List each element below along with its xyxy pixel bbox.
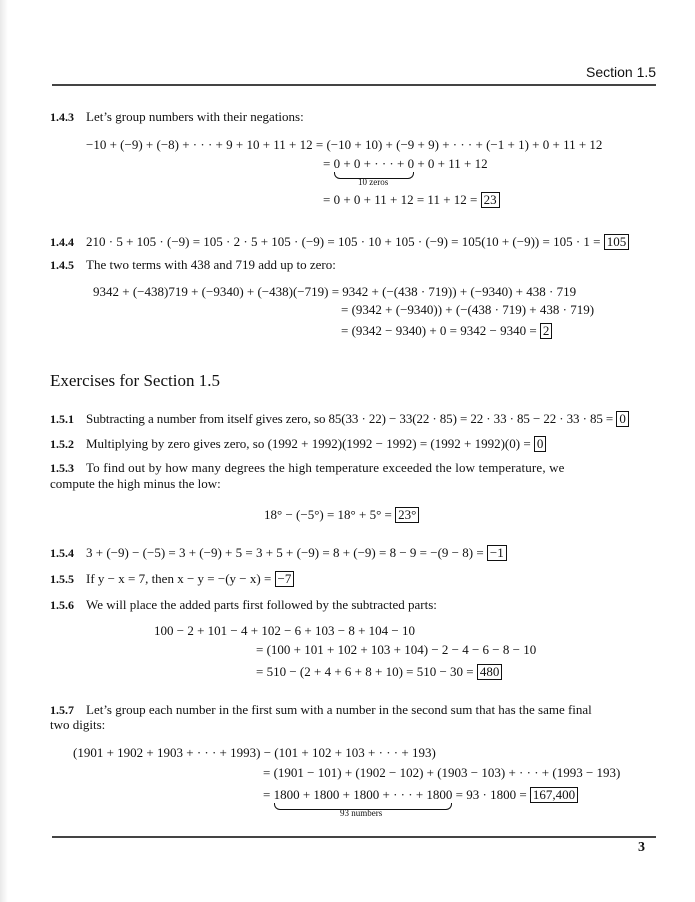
eq-1-4-5-line3: = (9342 − 9340) + 0 = 9342 − 9340 = 2 — [341, 323, 552, 339]
exercise-1-5-3: 1.5.3 To find out by how many degrees the high temperature exceeded the low temperature, we — [50, 460, 565, 475]
running-header: Section 1.5 — [586, 64, 657, 80]
answer-box: 23° — [395, 507, 419, 523]
header-rule — [52, 84, 656, 86]
exercise-1-5-3-cont: compute the high minus the low: — [50, 476, 221, 491]
answer-box: 0 — [534, 436, 547, 452]
eq-1-5-6-line1: 100 − 2 + 101 − 4 + 102 − 6 + 103 − 8 + 104 − 10 — [154, 623, 415, 638]
brace-label-10-zeros: 10 zeros — [358, 177, 389, 187]
answer-box: 105 — [604, 234, 630, 250]
problem-1-4-3: 1.4.3 Let’s group numbers with their negations: — [50, 109, 304, 124]
exercise-1-5-6: 1.5.6 We will place the added parts first followed by the subtracted parts: — [50, 597, 437, 612]
answer-box: 0 — [616, 411, 629, 427]
brace-label-93-numbers: 93 numbers — [340, 808, 383, 818]
section-heading: Exercises for Section 1.5 — [50, 371, 220, 390]
exercise-1-5-5: 1.5.5 If y − x = 7, then x − y = −(y − x) = −7 — [50, 570, 294, 588]
page-number: 3 — [638, 840, 645, 855]
underbrace-zeros: 0 + 0 + · · · + 0 — [334, 156, 414, 172]
eq-1-5-7-line2: = (1901 − 101) + (1902 − 102) + (1903 − 103) + · · · + (1993 − 193) — [263, 765, 621, 780]
eq-1-4-3-line3: = 0 + 0 + 11 + 12 = 11 + 12 = 23 — [323, 192, 500, 208]
eq-1-5-6-line2: = (100 + 101 + 102 + 103 + 104) − 2 − 4 − 6 − 8 − 10 — [256, 642, 537, 657]
eq-1-4-5-line1: 9342 + (−438)719 + (−9340) + (−438)(−719) = 9342 + (−(438 · 719)) + (−9340) + 438 · 719 — [93, 284, 577, 299]
eq-1-5-6-line3: = 510 − (2 + 4 + 6 + 8 + 10) = 510 − 30 = 480 — [256, 664, 502, 680]
exercise-1-5-2: 1.5.2 Multiplying by zero gives zero, so (1992 + 1992)(1992 − 1992) = (1992 + 1992)(0) = 0 — [50, 435, 546, 453]
problem-1-4-5: 1.4.5 The two terms with 438 and 719 add up to zero: — [50, 257, 336, 272]
footer-rule — [52, 836, 656, 838]
answer-box: −1 — [487, 545, 507, 561]
eq-1-5-7-line3: = 1800 + 1800 + 1800 + · · · + 1800 = 93 · 1800 = 167,400 — [263, 787, 578, 803]
eq-1-4-5-line2: = (9342 + (−9340)) + (−(438 · 719) + 438 · 719) — [341, 302, 595, 317]
answer-box: 480 — [477, 664, 503, 680]
exercise-1-5-1: 1.5.1 Subtracting a number from itself gives zero, so 85(33 · 22) − 33(22 · 85) = 22 · 33 · 85 − 22 · 33 · 85 = 0 — [50, 410, 629, 428]
problem-1-4-4: 1.4.4 210 · 5 + 105 · (−9) = 105 · 2 · 5 + 105 · (−9) = 105 · 10 + 105 · (−9) = 105(10 + (−9)) = 105 · 1 = 105 — [50, 233, 629, 251]
answer-box: 23 — [481, 192, 500, 208]
eq-1-5-7-line1: (1901 + 1902 + 1903 + · · · + 1993) − (101 + 102 + 103 + · · · + 193) — [73, 745, 436, 760]
exercise-1-5-4: 1.5.4 3 + (−9) − (−5) = 3 + (−9) + 5 = 3 + 5 + (−9) = 8 + (−9) = 8 − 9 = −(9 − 8) = −1 — [50, 544, 507, 562]
answer-box: −7 — [275, 571, 295, 587]
answer-box: 167,400 — [530, 787, 578, 803]
exercise-1-5-7-cont: two digits: — [50, 717, 106, 732]
eq-1-4-3-line2: = 0 + 0 + · · · + 0 + 0 + 11 + 12 — [323, 156, 488, 172]
underbrace-1800s: 1800 + 1800 + 1800 + · · · + 1800 — [274, 787, 453, 803]
scan-edge — [0, 0, 8, 902]
eq-1-5-3: 18° − (−5°) = 18° + 5° = 23° — [264, 507, 419, 523]
answer-box: 2 — [540, 323, 553, 339]
exercise-1-5-7: 1.5.7 Let’s group each number in the first sum with a number in the second sum that has the same final — [50, 702, 592, 717]
eq-1-4-3-line1: −10 + (−9) + (−8) + · · · + 9 + 10 + 11 + 12 = (−10 + 10) + (−9 + 9) + · · · + (−1 + 1) + 0 + 11 + 12 — [86, 137, 603, 152]
